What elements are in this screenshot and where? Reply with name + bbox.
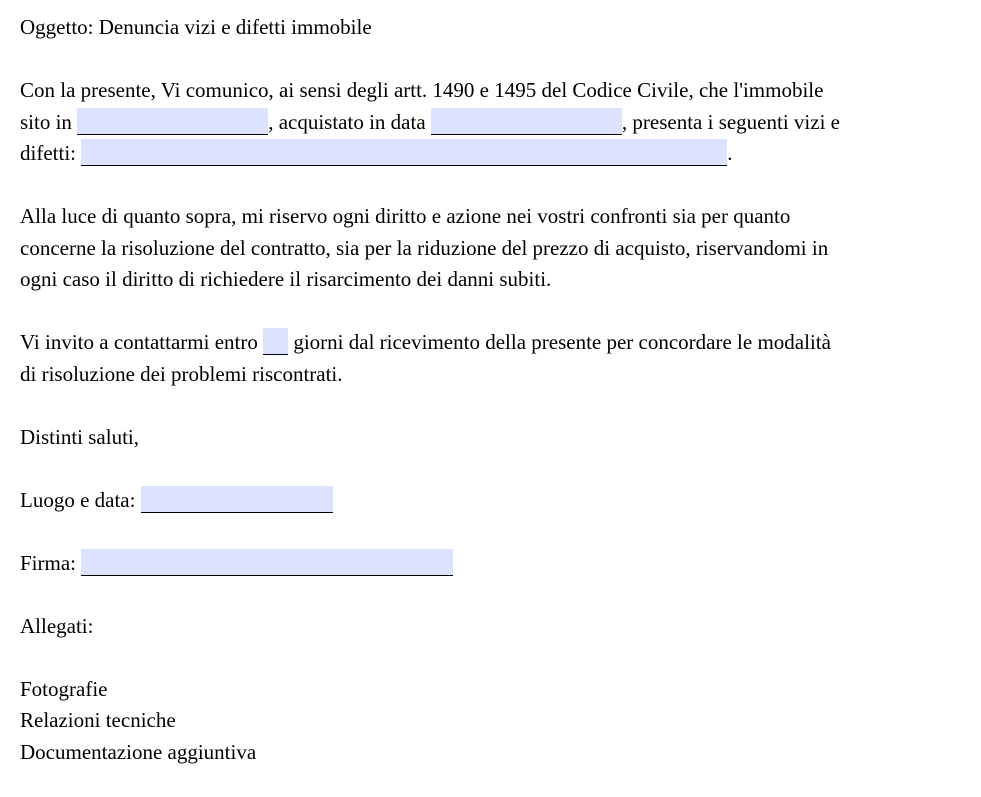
attachments-label: Allegati:: [20, 613, 94, 638]
property-location-field[interactable]: [77, 108, 268, 135]
paragraph-defects-line-2: [20, 107, 960, 139]
subject-line: Oggetto: Denuncia vizi e difetti immobile: [20, 15, 372, 39]
paragraph-text: , presenta i seguenti vizi e: [621, 109, 840, 134]
paragraph-defects-line-1: [20, 75, 960, 107]
attachment-item: Documentazione aggiuntiva: [20, 739, 257, 764]
attachments-list: [20, 674, 960, 769]
paragraph-rights-line-2: concerne la risoluzione del contratto, sia per la riduzione del prezzo di acquisto, riservandomi in: [20, 235, 829, 260]
defects-description-field[interactable]: [81, 139, 727, 166]
paragraph-text: difetti:: [20, 141, 76, 165]
paragraph-rights-line-3: ogni caso il diritto di richiedere il risarcimento dei danni subiti.: [20, 267, 552, 291]
letter-document: [20, 12, 960, 768]
paragraph-contact: [20, 327, 960, 390]
paragraph-text: .: [727, 141, 733, 165]
paragraph-text: Con la presente, Vi comunico, ai sensi degli artt. 1490 e 1495 del Codice Civile, che l'immobile: [20, 78, 824, 102]
signature-label: Firma:: [20, 550, 76, 575]
paragraph-contact-line-2: di risoluzione dei problemi riscontrati.: [20, 361, 343, 386]
paragraph-defects-line-3: [20, 138, 960, 170]
days-field[interactable]: [263, 328, 288, 355]
paragraph-text: giorni dal ricevimento della presente per concordare le modalità: [293, 330, 831, 354]
attachment-item: Relazioni tecniche: [20, 708, 176, 732]
closing-greeting: Distinti saluti,: [20, 424, 140, 449]
place-date-label: Luogo e data:: [20, 487, 136, 512]
paragraph-text: , acquistato in data: [268, 109, 426, 134]
paragraph-text: sito in: [20, 109, 72, 134]
signature-field[interactable]: [81, 549, 453, 576]
paragraph-defects: [20, 75, 960, 170]
paragraph-text: Vi invito a contattarmi entro: [20, 330, 258, 354]
purchase-date-field[interactable]: [431, 108, 622, 135]
place-date-row: [20, 485, 960, 517]
paragraph-contact-line-1: [20, 327, 960, 359]
paragraph-rights-line-1: Alla luce di quanto sopra, mi riservo ogni diritto e azione nei vostri confronti sia per quanto: [20, 204, 791, 228]
signature-row: [20, 548, 960, 580]
place-date-field[interactable]: [141, 486, 333, 513]
paragraph-rights: [20, 201, 960, 296]
attachment-item: Fotografie: [20, 676, 108, 701]
